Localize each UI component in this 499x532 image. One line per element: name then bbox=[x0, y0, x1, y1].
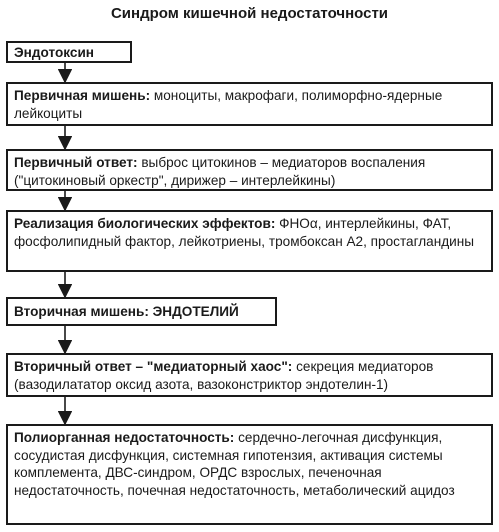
box-multiorgan-failure-bold: Полиорганная недостаточность: bbox=[14, 430, 235, 445]
box-secondary-response-bold: Вторичный ответ – "медиаторный хаос": bbox=[14, 359, 293, 374]
box-primary-response-bold: Первичный ответ: bbox=[14, 155, 138, 170]
box-secondary-response-text: секреция медиаторов (вазодилататор оксид азота, вазоконстриктор эндотелин-1) bbox=[14, 359, 434, 392]
box-secondary-response bbox=[6, 353, 493, 397]
box-endotoxin-bold: Эндотоксин bbox=[14, 45, 95, 60]
box-primary-target-bold: Первичная мишень: bbox=[14, 88, 151, 103]
box-multiorgan-failure-text: сердечно-легочная дисфункция, сосудистая дисфункция, системная гипотензия, активация системы комплемента, ДВС-синдром, ОРДС взрослых, печеночная недостаточность, почечная недостаточность, метаболический ацидоз bbox=[14, 430, 455, 498]
box-biological-effects-text: ФНОα, интерлейкины, ФАТ, фосфолипидный фактор, лейкотриены, тромбоксан А2, простагландины bbox=[14, 216, 475, 249]
box-biological-effects-bold: Реализация биологических эффектов: bbox=[14, 216, 276, 231]
box-secondary-target bbox=[6, 297, 277, 326]
box-multiorgan-failure bbox=[6, 424, 493, 525]
box-primary-response-text: выброс цитокинов – медиаторов воспаления ("цитокиновый оркестр", дирижер – интерлейкины) bbox=[14, 155, 426, 188]
box-primary-target bbox=[6, 82, 493, 126]
box-biological-effects bbox=[6, 210, 493, 272]
diagram-title: Синдром кишечной недостаточности bbox=[110, 5, 389, 22]
box-secondary-target-bold: Вторичная мишень: ЭНДОТЕЛИЙ bbox=[14, 304, 239, 319]
box-primary-response bbox=[6, 149, 493, 191]
box-endotoxin bbox=[6, 41, 132, 63]
box-primary-target-text: моноциты, макрофаги, полиморфно-ядерные лейкоциты bbox=[14, 88, 443, 121]
